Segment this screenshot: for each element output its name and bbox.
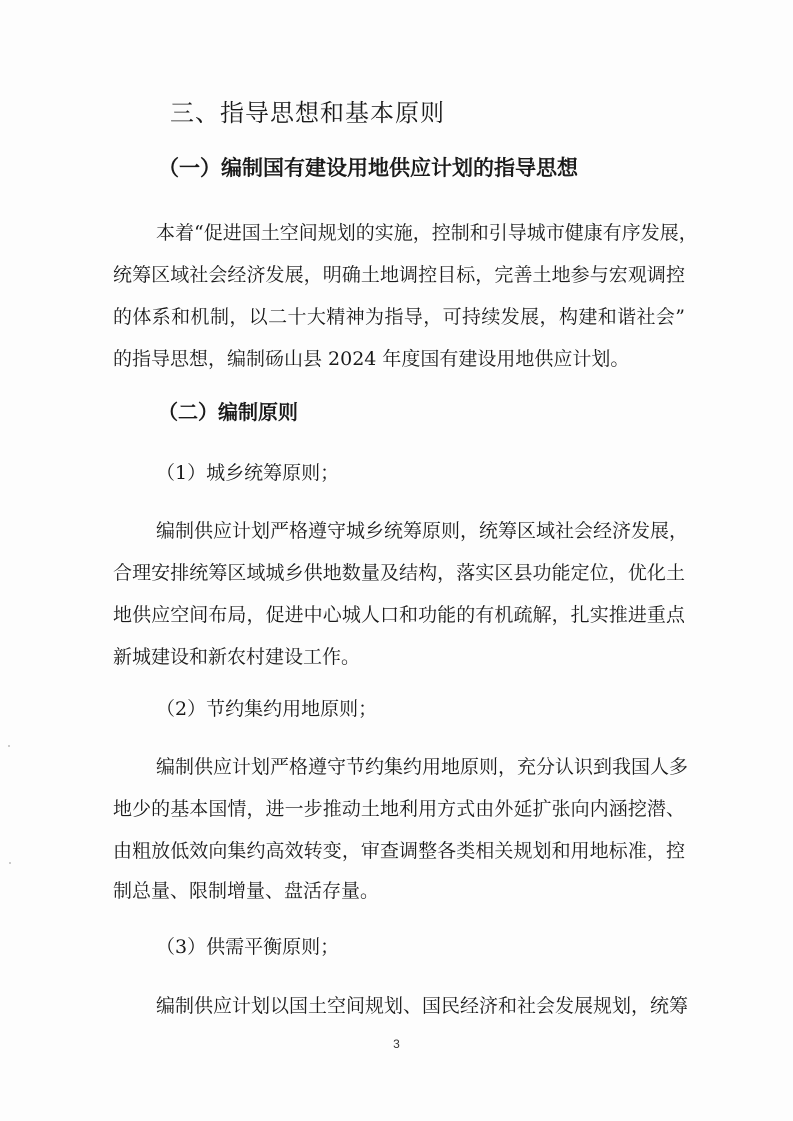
paragraph-line: 本着“促进国土空间规划的实施，控制和引导城市健康有序发展， (156, 222, 698, 244)
scan-speck (9, 862, 11, 864)
paragraph-line: 地少的基本国情，进一步推动土地利用方式由外延扩张向内涵挖潜、 (113, 798, 685, 820)
paragraph-line: 编制供应计划以国土空间规划、国民经济和社会发展规划，统筹 (156, 995, 689, 1017)
paragraph-line: 的体系和机制，以二十大精神为指导，可持续发展，构建和谐社会” (113, 306, 685, 328)
paragraph-line: 合理安排统筹区域城乡供地数量及结构，落实区县功能定位，优化土 (113, 562, 685, 584)
subsection-heading-guiding-ideology: （一）编制国有建设用地供应计划的指导思想 (158, 156, 578, 180)
paragraph-line: 编制供应计划严格遵守城乡统筹原则，统筹区域社会经济发展， (156, 520, 689, 542)
paragraph-line: 的指导思想，编制砀山县 2024 年度国有建设用地供应计划。 (113, 348, 630, 370)
subsection-heading-principles: （二）编制原则 (158, 400, 298, 424)
principle-title-land-saving: （2）节约集约用地原则； (156, 698, 378, 720)
paragraph-line: 编制供应计划严格遵守节约集约用地原则，充分认识到我国人多 (156, 756, 689, 778)
page-number: 3 (393, 1037, 400, 1051)
principle-title-supply-demand: （3）供需平衡原则； (156, 936, 340, 958)
paragraph-line: 地供应空间布局，促进中心城人口和功能的有机疏解，扎实推进重点 (113, 604, 685, 626)
paragraph-line: 统筹区域社会经济发展，明确土地调控目标，完善土地参与宏观调控 (113, 264, 685, 286)
paragraph-line: 制总量、限制增量、盘活存量。 (113, 880, 380, 902)
section-title: 三、指导思想和基本原则 (170, 99, 445, 127)
principle-title-urban-rural: （1）城乡统筹原则； (156, 462, 340, 484)
paragraph-line: 由粗放低效向集约高效转变，审查调整各类相关规划和用地标准，控 (113, 840, 685, 862)
paragraph-line: 新城建设和新农村建设工作。 (113, 646, 361, 668)
scan-speck (8, 745, 10, 747)
